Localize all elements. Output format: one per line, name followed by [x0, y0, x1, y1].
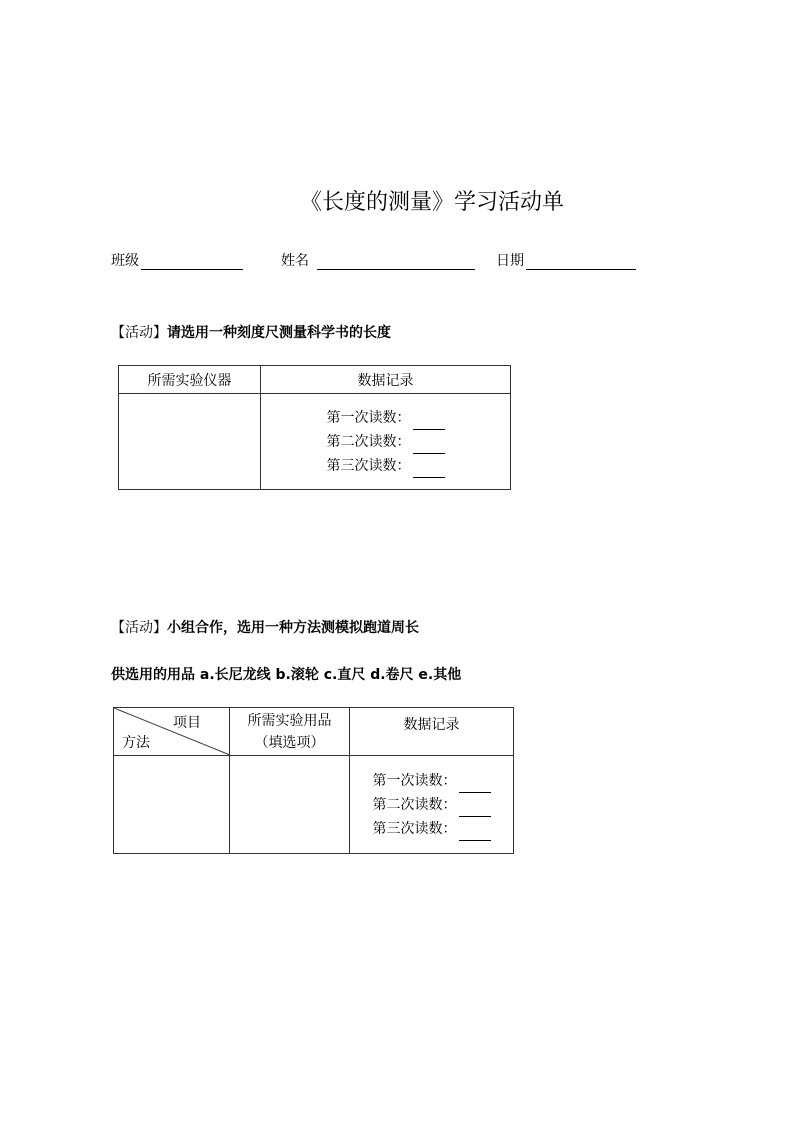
activity2-table — [113, 707, 514, 854]
name-label: 姓名 — [281, 253, 309, 269]
reading-label: 第二次读数： — [326, 433, 411, 450]
page-title — [0, 185, 794, 216]
reading-label: 第三次读数： — [326, 457, 411, 474]
col2-header-line2: （填选项） — [254, 734, 325, 751]
reading-blank[interactable] — [459, 778, 491, 793]
activity1-col2-header: 数据记录 — [261, 366, 511, 394]
activity2-col2-header — [230, 708, 350, 756]
reading-row — [327, 454, 445, 478]
page-title-text: 《长度的测量》学习活动单 — [299, 190, 564, 215]
reading-blank[interactable] — [413, 463, 445, 478]
diag-method-label: 方法 — [122, 735, 150, 751]
col2-header-line1: 所需实验用品 — [247, 712, 332, 729]
reading-blank[interactable] — [459, 802, 491, 817]
activity2-diagonal-header — [114, 708, 230, 756]
supply-line: 供选用的用品 a.长尼龙线 b.滚轮 c.直尺 d.卷尺 e.其他 — [111, 667, 462, 683]
reading-blank[interactable] — [413, 415, 445, 430]
diag-item-label: 项目 — [173, 715, 201, 731]
reading-row — [373, 793, 491, 817]
activity2-data-cell[interactable] — [350, 756, 514, 854]
reading-label: 第三次读数： — [372, 820, 457, 837]
date-field[interactable] — [496, 250, 636, 270]
date-blank[interactable] — [526, 254, 636, 270]
activity2-text: 小组合作，选用一种方法测模拟跑道周长 — [167, 620, 419, 636]
activity1-text: 请选用一种刻度尺测量科学书的长度 — [167, 325, 391, 341]
activity2-method-cell[interactable] — [114, 756, 230, 854]
reading-label: 第一次读数： — [372, 772, 457, 789]
activity2-col3-header: 数据记录 — [350, 708, 514, 756]
reading-label: 第二次读数： — [372, 796, 457, 813]
activity2-tag: 【活动】 — [111, 620, 167, 636]
reading-row — [373, 817, 491, 841]
activity2-readings — [373, 769, 491, 841]
date-label: 日期 — [496, 253, 524, 269]
activity2-heading — [111, 617, 419, 637]
class-label: 班级 — [111, 253, 139, 269]
activity1-col1-header: 所需实验仪器 — [119, 366, 261, 394]
reading-label: 第一次读数： — [326, 409, 411, 426]
reading-blank[interactable] — [459, 826, 491, 841]
class-blank[interactable] — [141, 254, 243, 270]
activity1-instrument-cell[interactable] — [119, 394, 261, 490]
reading-row — [327, 406, 445, 430]
activity1-table — [118, 365, 511, 490]
name-blank[interactable] — [317, 254, 475, 270]
activity2-supplies-cell[interactable] — [230, 756, 350, 854]
activity1-heading — [111, 322, 391, 342]
reading-row — [373, 769, 491, 793]
activity1-tag: 【活动】 — [111, 325, 167, 341]
reading-row — [327, 430, 445, 454]
activity1-readings — [327, 406, 445, 478]
name-field[interactable] — [281, 250, 475, 270]
activity1-data-cell[interactable] — [261, 394, 511, 490]
reading-blank[interactable] — [413, 439, 445, 454]
class-field[interactable] — [111, 250, 243, 270]
